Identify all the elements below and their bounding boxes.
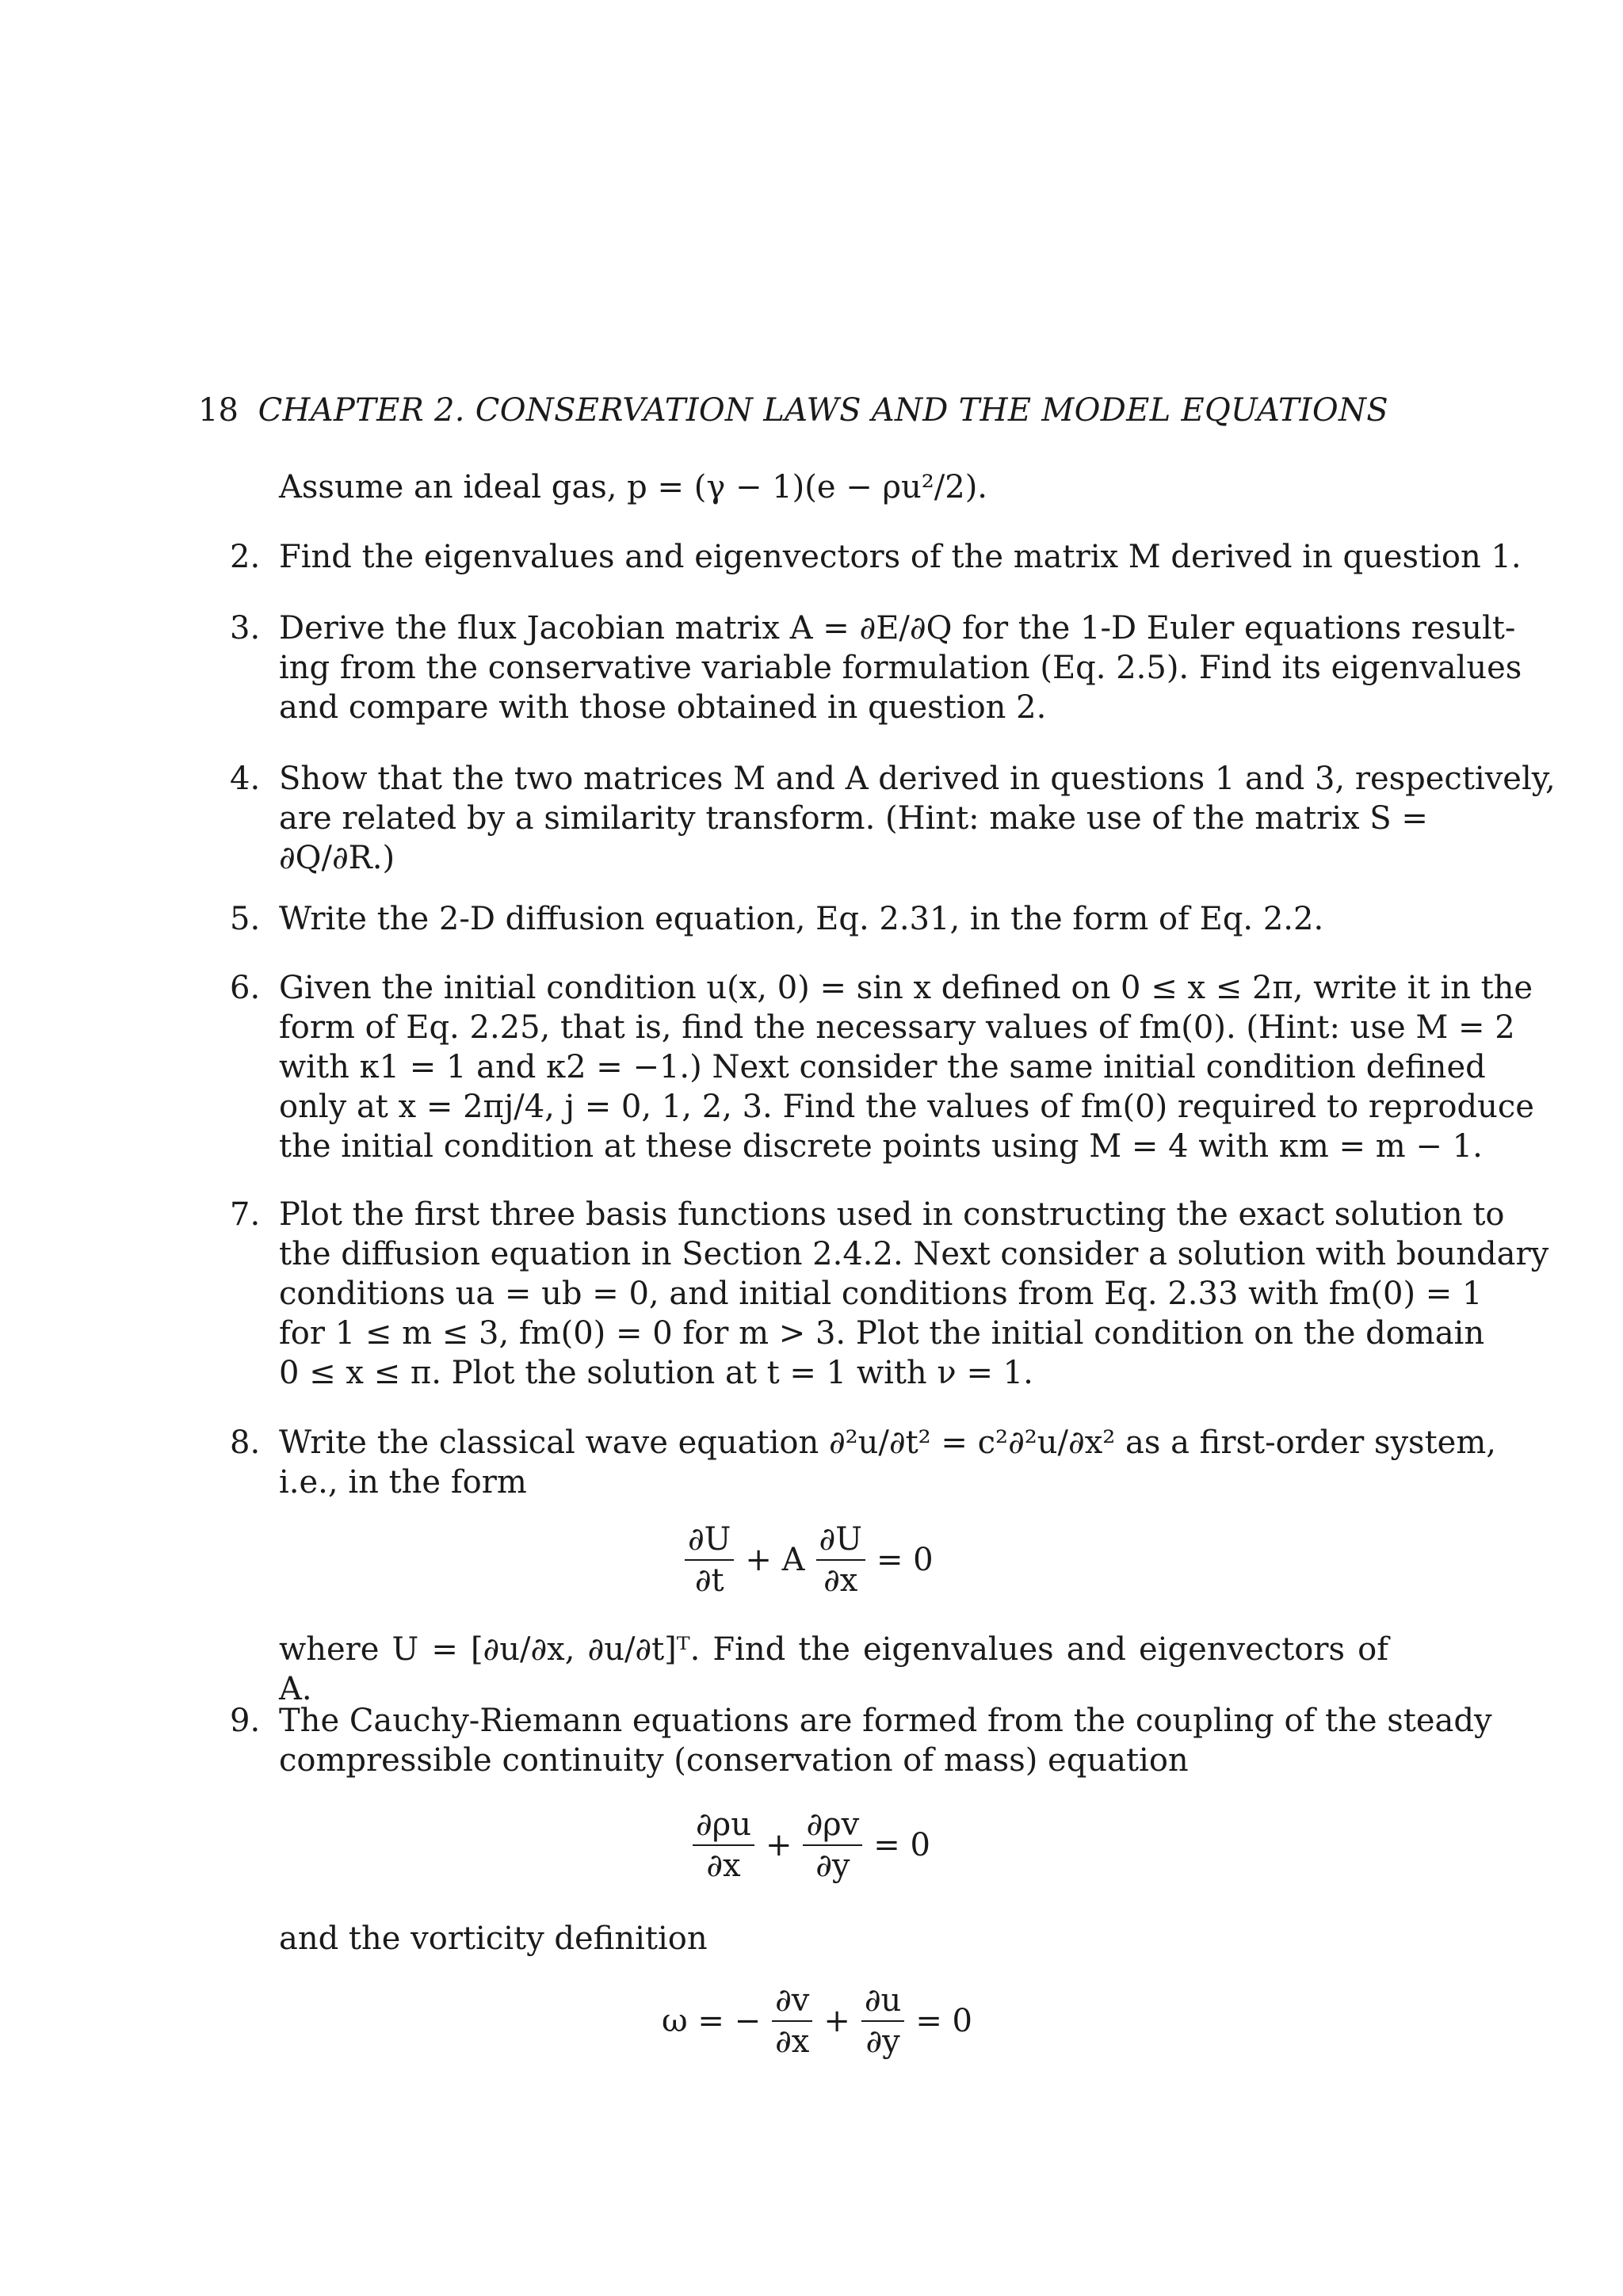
eq-vort-num1: ∂v [772,1982,812,2022]
eq-vort-rhs: = 0 [915,2003,973,2039]
exercise-number: 9. [230,1703,261,1739]
exercise-text-line: The Cauchy-Riemann equations are formed from the coupling of the steady [279,1703,1492,1739]
exercise-text-line: and compare with those obtained in question 2. [279,689,1047,726]
exercise-text-line: Given the initial condition u(x, 0) = sin x defined on 0 ≤ x ≤ 2π, write it in the [279,970,1533,1006]
exercise-text-line: conditions ua = ub = 0, and initial conditions from Eq. 2.33 with fm(0) = 1 [279,1276,1483,1312]
exercise-text-line: form of Eq. 2.25, that is, find the necessary values of fm(0). (Hint: use M = 2 [279,1009,1515,1046]
exercise-text-line: Write the classical wave equation ∂²u/∂t² = c²∂²u/∂x² as a first-order system, [279,1425,1496,1461]
continuity-equation [689,1806,938,1884]
exercise-number: 3. [230,610,261,646]
exercise-number: 7. [230,1196,261,1233]
eq-cont-plus: + [765,1827,792,1863]
exercise-text-line: Find the eigenvalues and eigenvectors of the matrix M derived in question 1. [279,539,1522,575]
exercise-number: 4. [230,761,261,797]
exercise-text [279,899,1388,939]
exercise-text [279,608,1522,727]
eq-wave-num1: ∂U [685,1521,734,1561]
eq-wave-num2: ∂U [816,1521,865,1561]
exercise-text [279,1195,1549,1393]
exercise-number: 8. [230,1425,261,1461]
exercise-text-line: ∂Q/∂R.) [279,840,395,876]
eq-vort-plus: + [823,2003,850,2039]
vorticity-equation [662,1982,980,2060]
exercise-text-line: only at x = 2πj/4, j = 0, 1, 2, 3. Find the values of fm(0) required to reproduce [279,1089,1534,1125]
exercise-text [279,537,1522,577]
eq-wave-den1: ∂t [694,1562,724,1599]
eq-vort-den2: ∂y [865,2023,900,2060]
page-number: 18 [198,392,239,429]
eq-vort-den1: ∂x [775,2023,810,2060]
eq-wave-den2: ∂x [823,1562,858,1599]
exercise-text-line: ing from the conservative variable formulation (Eq. 2.5). Find its eigenvalues [279,650,1522,686]
eq-vort-lhs: ω = − [662,2003,762,2039]
exercise-text [279,759,1556,878]
exercise-text-line: compressible continuity (conservation of mass) equation [279,1742,1189,1779]
exercise-text-line: 0 ≤ x ≤ π. Plot the solution at t = 1 with ν = 1. [279,1355,1033,1391]
running-header [198,387,1388,434]
eq-cont-den1: ∂x [706,1848,741,1884]
chapter-title: CHAPTER 2. CONSERVATION LAWS AND THE MODEL EQUATIONS [258,392,1388,429]
eq-cont-rhs: = 0 [873,1827,930,1863]
exercise-text-line: the initial condition at these discrete points using M = 4 with κm = m − 1. [279,1128,1483,1165]
exercise-number: 5. [230,901,261,937]
exercise-text-line: are related by a similarity transform. (Hint: make use of the matrix S = [279,800,1428,837]
eq-cont-num2: ∂ρv [803,1806,862,1846]
exercise-text-line: Show that the two matrices M and A derived in questions 1 and 3, respectively, [279,761,1556,797]
exercise-text-line: the diffusion equation in Section 2.4.2. Next consider a solution with boundary [279,1236,1549,1272]
exercise-number: 6. [230,970,261,1006]
exercise-text-line: Derive the flux Jacobian matrix A = ∂E/∂Q for the 1-D Euler equations result- [279,610,1516,646]
eq-vort-num2: ∂u [861,1982,904,2022]
exercise-text [279,1423,1496,1502]
eq-cont-num1: ∂ρu [693,1806,754,1846]
exercise-text-line: for 1 ≤ m ≤ 3, fm(0) = 0 for m > 3. Plot the initial condition on the domain [279,1315,1485,1352]
eq-wave-plus: + A [745,1542,805,1578]
eq-wave-rhs: = 0 [876,1542,934,1578]
exercise-number: 2. [230,539,261,575]
exercise-text [279,968,1534,1166]
vorticity-intro: and the vorticity definition [279,1920,708,1957]
wave-system-equation [682,1521,941,1599]
exercise-text [279,1701,1492,1780]
exercise-text-line: with κ1 = 1 and κ2 = −1.) Next consider the same initial condition defined [279,1049,1486,1085]
exercise-text-line: i.e., in the form [279,1464,527,1501]
wave-where-line: where U = [∂u/∂x, ∂u/∂t]ᵀ. Find the eigenvalues and eigenvectors of A. [279,1631,1388,1707]
exercise-text-line: Plot the first three basis functions used in constructing the exact solution to [279,1196,1505,1233]
intro-line: Assume an ideal gas, p = (γ − 1)(e − ρu²/2). [279,469,988,505]
exercise-text-line: Write the 2-D diffusion equation, Eq. 2.31, in the form of Eq. 2.2. [279,901,1324,937]
eq-cont-den2: ∂y [815,1848,850,1884]
